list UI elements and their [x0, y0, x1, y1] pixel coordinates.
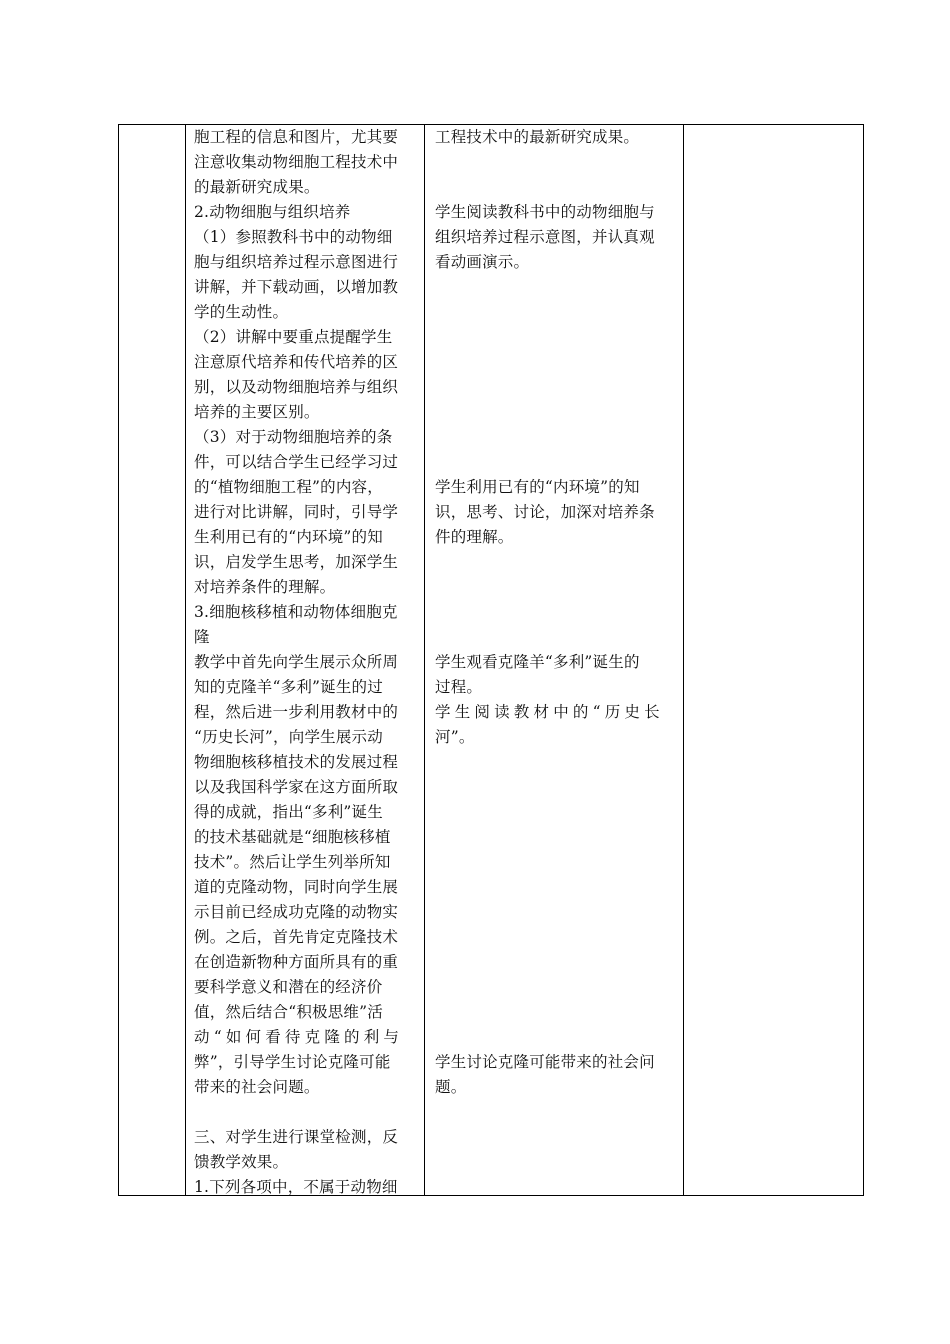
text-line: 进行对比讲解，同时，引导学: [194, 503, 399, 521]
section-heading: 三、对学生进行课堂检测，反: [194, 1128, 399, 1146]
text-line: 知的克隆羊“多利”诞生的过: [194, 678, 383, 696]
text-line: 胞工程的信息和图片，尤其要: [194, 128, 399, 146]
text-line: 学生利用已有的“内环境”的知: [435, 478, 640, 496]
text-line: 件，可以结合学生已经学习过: [194, 453, 399, 471]
text-line: 带来的社会问题。: [194, 1078, 320, 1096]
design-intent-cell: [684, 125, 864, 1196]
text-line: 别，以及动物细胞培养与组织: [194, 378, 399, 396]
text-line: 的最新研究成果。: [194, 178, 320, 196]
text-line: 学的生动性。: [194, 303, 289, 321]
text-line: 要科学意义和潜在的经济价: [194, 978, 383, 996]
text-line: 题。: [435, 1078, 467, 1096]
lesson-plan-table: [118, 124, 864, 1196]
question-line: 1.下列各项中，不属于动物细: [194, 1178, 398, 1196]
section-heading: 隆: [194, 628, 210, 646]
text-line: 得的成就，指出“多利”诞生: [194, 803, 383, 821]
section-heading: 馈教学效果。: [194, 1153, 289, 1171]
text-line: 过程。: [435, 678, 483, 696]
text-line: 对培养条件的理解。: [194, 578, 336, 596]
text-line: 件的理解。: [435, 528, 514, 546]
text-line: 以及我国科学家在这方面所取: [194, 778, 399, 796]
text-line: 的“植物细胞工程”的内容，: [194, 478, 383, 496]
text-line: 示目前已经成功克隆的动物实: [194, 903, 399, 921]
text-line: 识，启发学生思考，加深学生: [194, 553, 399, 571]
text-line: 学生阅读教材中的“历史长: [435, 703, 664, 721]
text-line: 看动画演示。: [435, 253, 530, 271]
text-line: 弊”，引导学生讨论克隆可能: [194, 1053, 391, 1071]
text-line: 程，然后进一步利用教材中的: [194, 703, 399, 721]
text-line: 技术”。然后让学生列举所知: [194, 853, 391, 871]
text-line: 动“如何看待克隆的利与: [194, 1028, 404, 1046]
text-line: （1）参照教科书中的动物细: [194, 228, 393, 246]
text-line: 培养的主要区别。: [194, 403, 320, 421]
text-line: 教学中首先向学生展示众所周: [194, 653, 399, 671]
section-heading: 2.动物细胞与组织培养: [194, 203, 351, 221]
text-line: 的技术基础就是“细胞核移植: [194, 828, 391, 846]
text-line: 河”。: [435, 728, 475, 746]
text-line: 生利用已有的“内环境”的知: [194, 528, 383, 546]
text-line: 在创造新物种方面所具有的重: [194, 953, 399, 971]
student-activity-cell: [425, 125, 684, 1196]
text-line: “历史长河”，向学生展示动: [194, 728, 383, 746]
stage-column-cell: [119, 125, 186, 1196]
text-line: 例。之后，首先肯定克隆技术: [194, 928, 399, 946]
text-line: 学生观看克隆羊“多利”诞生的: [435, 653, 640, 671]
text-line: 注意收集动物细胞工程技术中: [194, 153, 399, 171]
text-line: 组织培养过程示意图，并认真观: [435, 228, 655, 246]
text-line: 胞与组织培养过程示意图进行: [194, 253, 399, 271]
text-line: 注意原代培养和传代培养的区: [194, 353, 399, 371]
teacher-activity-cell: [186, 125, 425, 1196]
text-line: 道的克隆动物，同时向学生展: [194, 878, 399, 896]
section-heading: 3.细胞核移植和动物体细胞克: [194, 603, 398, 621]
text-line: 值，然后结合“积极思维”活: [194, 1003, 383, 1021]
text-line: 讲解，并下载动画，以增加教: [194, 278, 399, 296]
text-line: （3）对于动物细胞培养的条: [194, 428, 393, 446]
text-line: （2）讲解中要重点提醒学生: [194, 328, 393, 346]
text-line: 工程技术中的最新研究成果。: [435, 128, 640, 146]
text-line: 学生讨论克隆可能带来的社会问: [435, 1053, 655, 1071]
text-line: 学生阅读教科书中的动物细胞与: [435, 203, 655, 221]
table-row: [119, 125, 864, 1196]
text-line: 识，思考、讨论，加深对培养条: [435, 503, 655, 521]
text-line: 物细胞核移植技术的发展过程: [194, 753, 399, 771]
